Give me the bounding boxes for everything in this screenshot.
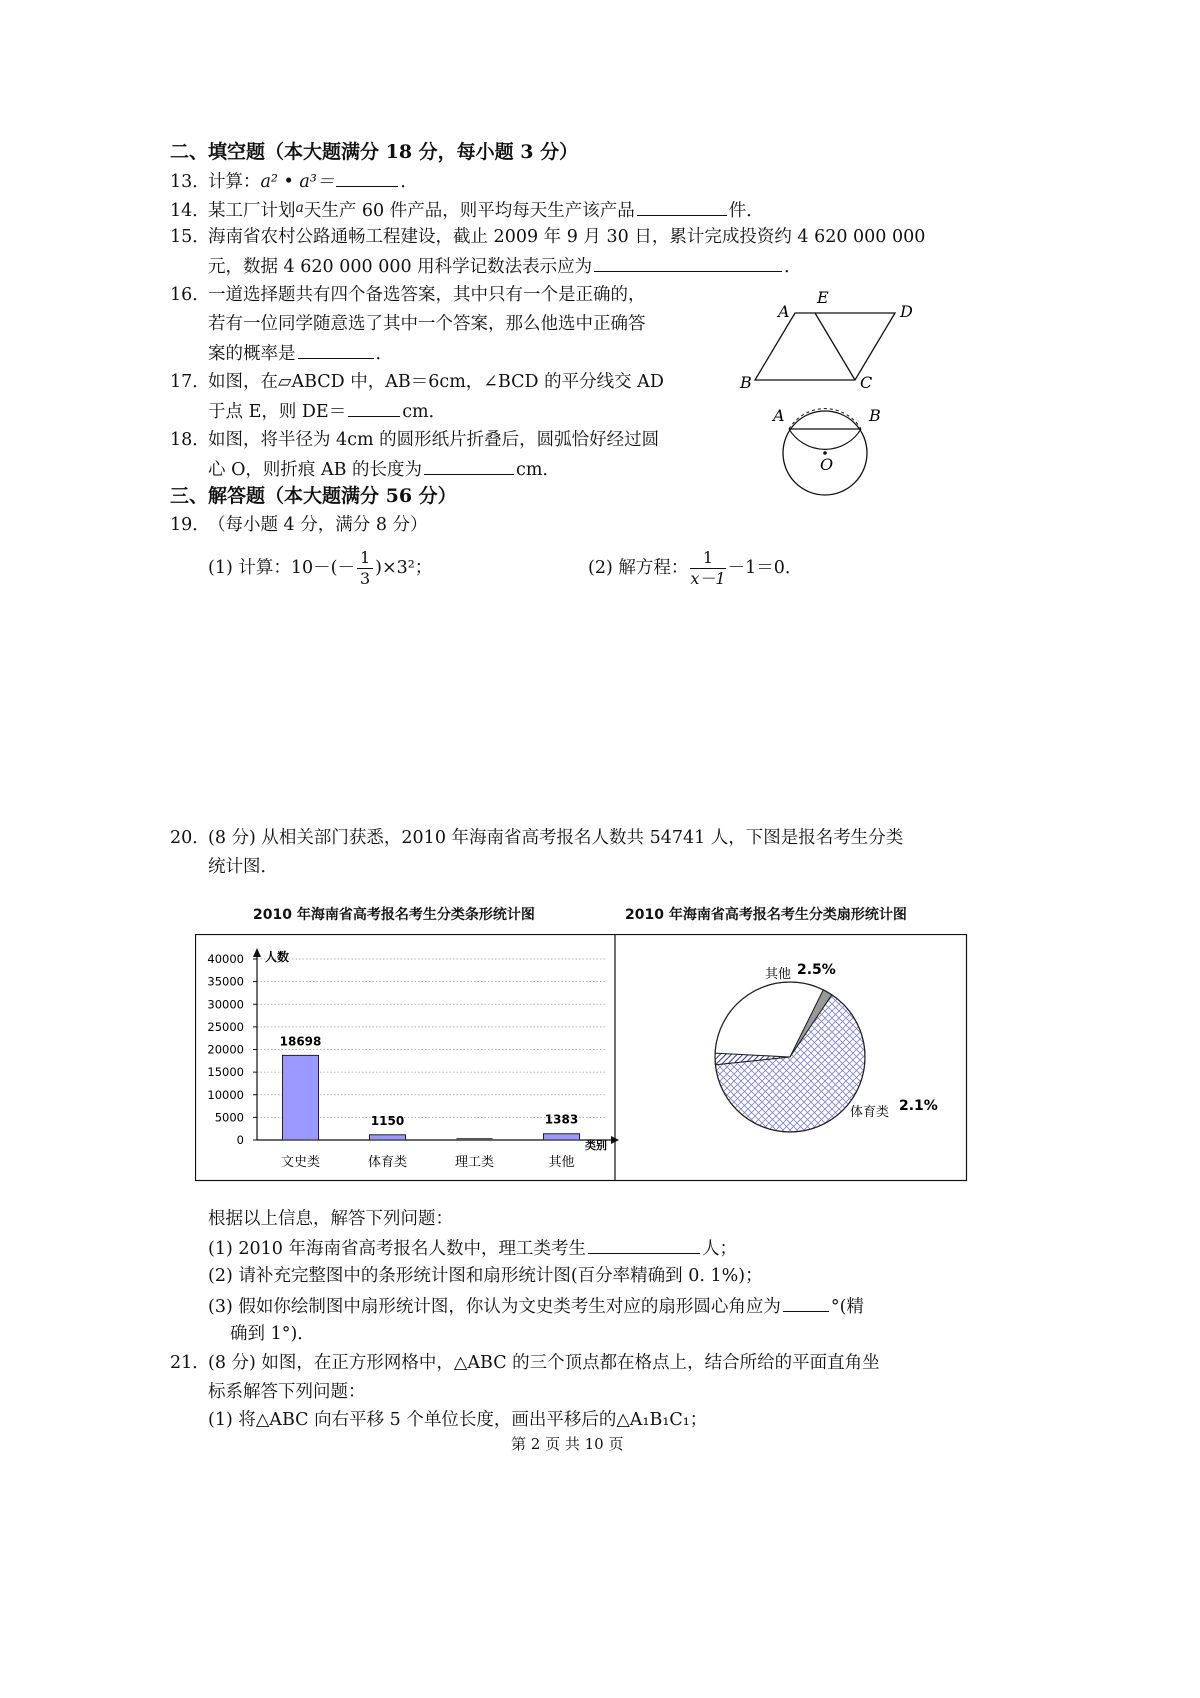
q17-line2b: cm．	[402, 402, 447, 422]
q14-number: 14．	[170, 201, 210, 221]
q18-line2b: cm．	[516, 460, 560, 480]
question-13	[170, 168, 418, 194]
q20-number: 20．	[170, 828, 210, 848]
q17-line1: 如图，在▱ABCD 中，AB＝6cm，∠BCD 的平分线交 AD	[208, 372, 664, 392]
q19-1-text-a: (1) 计算：10－(－	[208, 558, 355, 578]
pie-value-sports: 2.1%	[899, 1098, 938, 1114]
bar-chart-title: 2010 年海南省高考报名考生分类条形统计图	[253, 907, 535, 923]
statistics-charts	[195, 934, 970, 1182]
q19-part2	[588, 546, 802, 590]
pie-value-other: 2.5%	[797, 962, 836, 978]
q18-answer-blank[interactable]	[424, 456, 514, 475]
question-19	[170, 513, 428, 537]
q18-line2a: 心 O，则折痕 AB 的长度为	[208, 460, 423, 480]
q20-sub1-a: (1) 2010 年海南省高考报名人数中，理工类考生	[208, 1239, 586, 1259]
q13-expression: a² • a³＝	[260, 172, 335, 192]
segment-ec	[815, 313, 855, 380]
q20-intro: 根据以上信息，解答下列问题：	[208, 1209, 453, 1229]
q20-line1: (8 分) 从相关部门获悉，2010 年海南省高考报名人数共 54741 人，下图是报名考生分类	[208, 828, 904, 848]
bar	[544, 1134, 580, 1140]
q16-line1: 一道选择题共有四个备选答案，其中只有一个是正确的，	[208, 285, 646, 305]
q16-number: 16．	[170, 285, 210, 305]
q20-sub1	[208, 1235, 737, 1261]
q20-sub1-b: 人；	[701, 1239, 737, 1259]
q20-sub3-line2: 确到 1°)．	[230, 1324, 315, 1344]
q15-line1: 海南省农村公路通畅工程建设，截止 2009 年 9 月 30 日，累计完成投资约 4 620 000 000	[208, 227, 926, 247]
pie-chart-title: 2010 年海南省高考报名考生分类扇形统计图	[625, 907, 907, 923]
q18-line1: 如图，将半径为 4cm 的圆形纸片折叠后，圆弧恰好经过圆	[208, 430, 660, 450]
question-15	[170, 225, 925, 249]
folded-arc	[789, 429, 861, 449]
question-20	[170, 826, 903, 850]
label-a: A	[778, 302, 790, 321]
bar-data-label: 18698	[279, 1034, 322, 1049]
page-footer: 第 2 页 共 10 页	[511, 1435, 624, 1453]
q20-line2: 统计图．	[208, 857, 278, 877]
parallelogram-figure	[730, 285, 940, 395]
x-category-label: 其他	[548, 1155, 575, 1170]
q19-part1	[208, 546, 432, 590]
q17-number: 17．	[170, 372, 210, 392]
q13-answer-blank[interactable]	[336, 168, 398, 187]
fraction-one-third	[357, 548, 373, 589]
section2-title: 二、填空题（本大题满分 18 分，每小题 3 分）	[170, 141, 579, 163]
question-16	[170, 283, 646, 307]
question-14	[170, 196, 764, 223]
x-category-label: 理工类	[454, 1155, 495, 1170]
bar-data-label: 1383	[544, 1112, 579, 1127]
question-15-line2	[208, 253, 802, 279]
question-21	[170, 1351, 880, 1375]
label-a: A	[773, 406, 785, 425]
q21-line2: 标系解答下列问题：	[208, 1382, 366, 1402]
q20-sub2: (2) 请补充完整图中的条形统计图和扇形统计图(百分率精确到 0. 1%)；	[208, 1266, 763, 1286]
q20-sub3-answer-blank[interactable]	[783, 1293, 829, 1312]
q14-text-a: 某工厂计划	[208, 201, 296, 221]
q17-line2a: 于点 E，则 DE＝	[208, 402, 347, 422]
q21-line1: (8 分) 如图，在正方形网格中，△ABC 的三个顶点都在格点上，结合所给的平面直角坐	[208, 1353, 880, 1373]
q18-number: 18．	[170, 430, 210, 450]
y-tick-label: 0	[236, 1133, 244, 1147]
section3-title: 三、解答题（本大题满分 56 分）	[170, 485, 457, 507]
fraction-numerator: 1	[690, 548, 725, 569]
q19-2-text-b: －1＝0．	[727, 558, 803, 578]
question-17-line2	[208, 398, 446, 424]
y-tick-label: 5000	[214, 1110, 244, 1125]
pie-label-other: 其他	[765, 967, 792, 982]
q17-answer-blank[interactable]	[348, 398, 400, 417]
q13-number: 13．	[170, 172, 210, 192]
pie-label-sports: 体育类	[850, 1105, 890, 1120]
q19-1-text-b: )×3²；	[375, 558, 433, 578]
q14-text-b: 天生产 60 件产品，则平均每天生产该产品	[303, 201, 635, 221]
bar	[283, 1055, 319, 1140]
question-16-line3	[208, 340, 393, 366]
y-tick-label: 10000	[207, 1087, 244, 1102]
q21-number: 21．	[170, 1353, 210, 1373]
y-tick-label: 30000	[207, 997, 244, 1012]
y-tick-label: 20000	[207, 1042, 244, 1057]
q15-line2: 元，数据 4 620 000 000 用科学记数法表示应为	[208, 257, 593, 277]
q15-number: 15．	[170, 227, 210, 247]
q13-text: 计算：	[208, 172, 261, 192]
y-tick-label: 15000	[207, 1065, 244, 1080]
fraction-numerator: 1	[357, 548, 373, 569]
label-b: B	[740, 373, 752, 392]
label-b: B	[869, 406, 881, 425]
q15-answer-blank[interactable]	[594, 253, 782, 272]
y-tick-label: 25000	[207, 1019, 244, 1034]
bar	[370, 1135, 406, 1140]
x-category-label: 文史类	[280, 1155, 321, 1170]
x-category-label: 体育类	[367, 1155, 408, 1170]
fraction-denominator: x－1	[690, 569, 726, 588]
parallelogram-abcd	[755, 313, 895, 380]
q20-sub1-answer-blank[interactable]	[588, 1235, 700, 1254]
q14-end: 件．	[728, 201, 764, 221]
fraction-denominator: 3	[359, 569, 371, 588]
q20-sub3-a: (3) 假如你绘制图中扇形统计图，你认为文史类考生对应的扇形圆心角应为	[208, 1297, 781, 1317]
y-tick-label: 40000	[207, 952, 244, 966]
folded-circle-figure	[765, 398, 895, 498]
q16-line3: 案的概率是	[208, 344, 296, 364]
fraction-equation	[690, 548, 725, 589]
label-d: D	[900, 302, 913, 321]
y-axis-label: 人数	[265, 950, 290, 964]
q15-end: ．	[784, 257, 802, 277]
label-c: C	[860, 373, 873, 392]
q16-answer-blank[interactable]	[298, 340, 374, 359]
q13-end: ．	[400, 172, 418, 192]
bar-data-label: 1150	[370, 1113, 405, 1128]
q21-line3: (1) 将△ABC 向右平移 5 个单位长度，画出平移后的△A₁B₁C₁；	[208, 1410, 708, 1430]
q20-sub3-b: °(精	[830, 1297, 864, 1317]
q16-end: ．	[375, 344, 393, 364]
question-18-line2	[208, 456, 560, 482]
y-tick-label: 35000	[207, 974, 244, 989]
q19-2-text-a: (2) 解方程：	[588, 558, 689, 578]
x-axis-label: 类别	[585, 1139, 607, 1152]
label-o: O	[820, 455, 834, 474]
question-17	[170, 370, 664, 394]
q16-line2: 若有一位同学随意选了其中一个答案，那么他选中正确答	[208, 314, 646, 334]
q14-variable: a	[295, 200, 304, 216]
q14-answer-blank[interactable]	[637, 197, 727, 216]
question-18	[170, 428, 659, 452]
q19-number: 19．	[170, 515, 210, 535]
label-e: E	[817, 288, 829, 307]
q20-sub3	[208, 1293, 864, 1319]
q19-text: （每小题 4 分，满分 8 分）	[208, 515, 428, 535]
